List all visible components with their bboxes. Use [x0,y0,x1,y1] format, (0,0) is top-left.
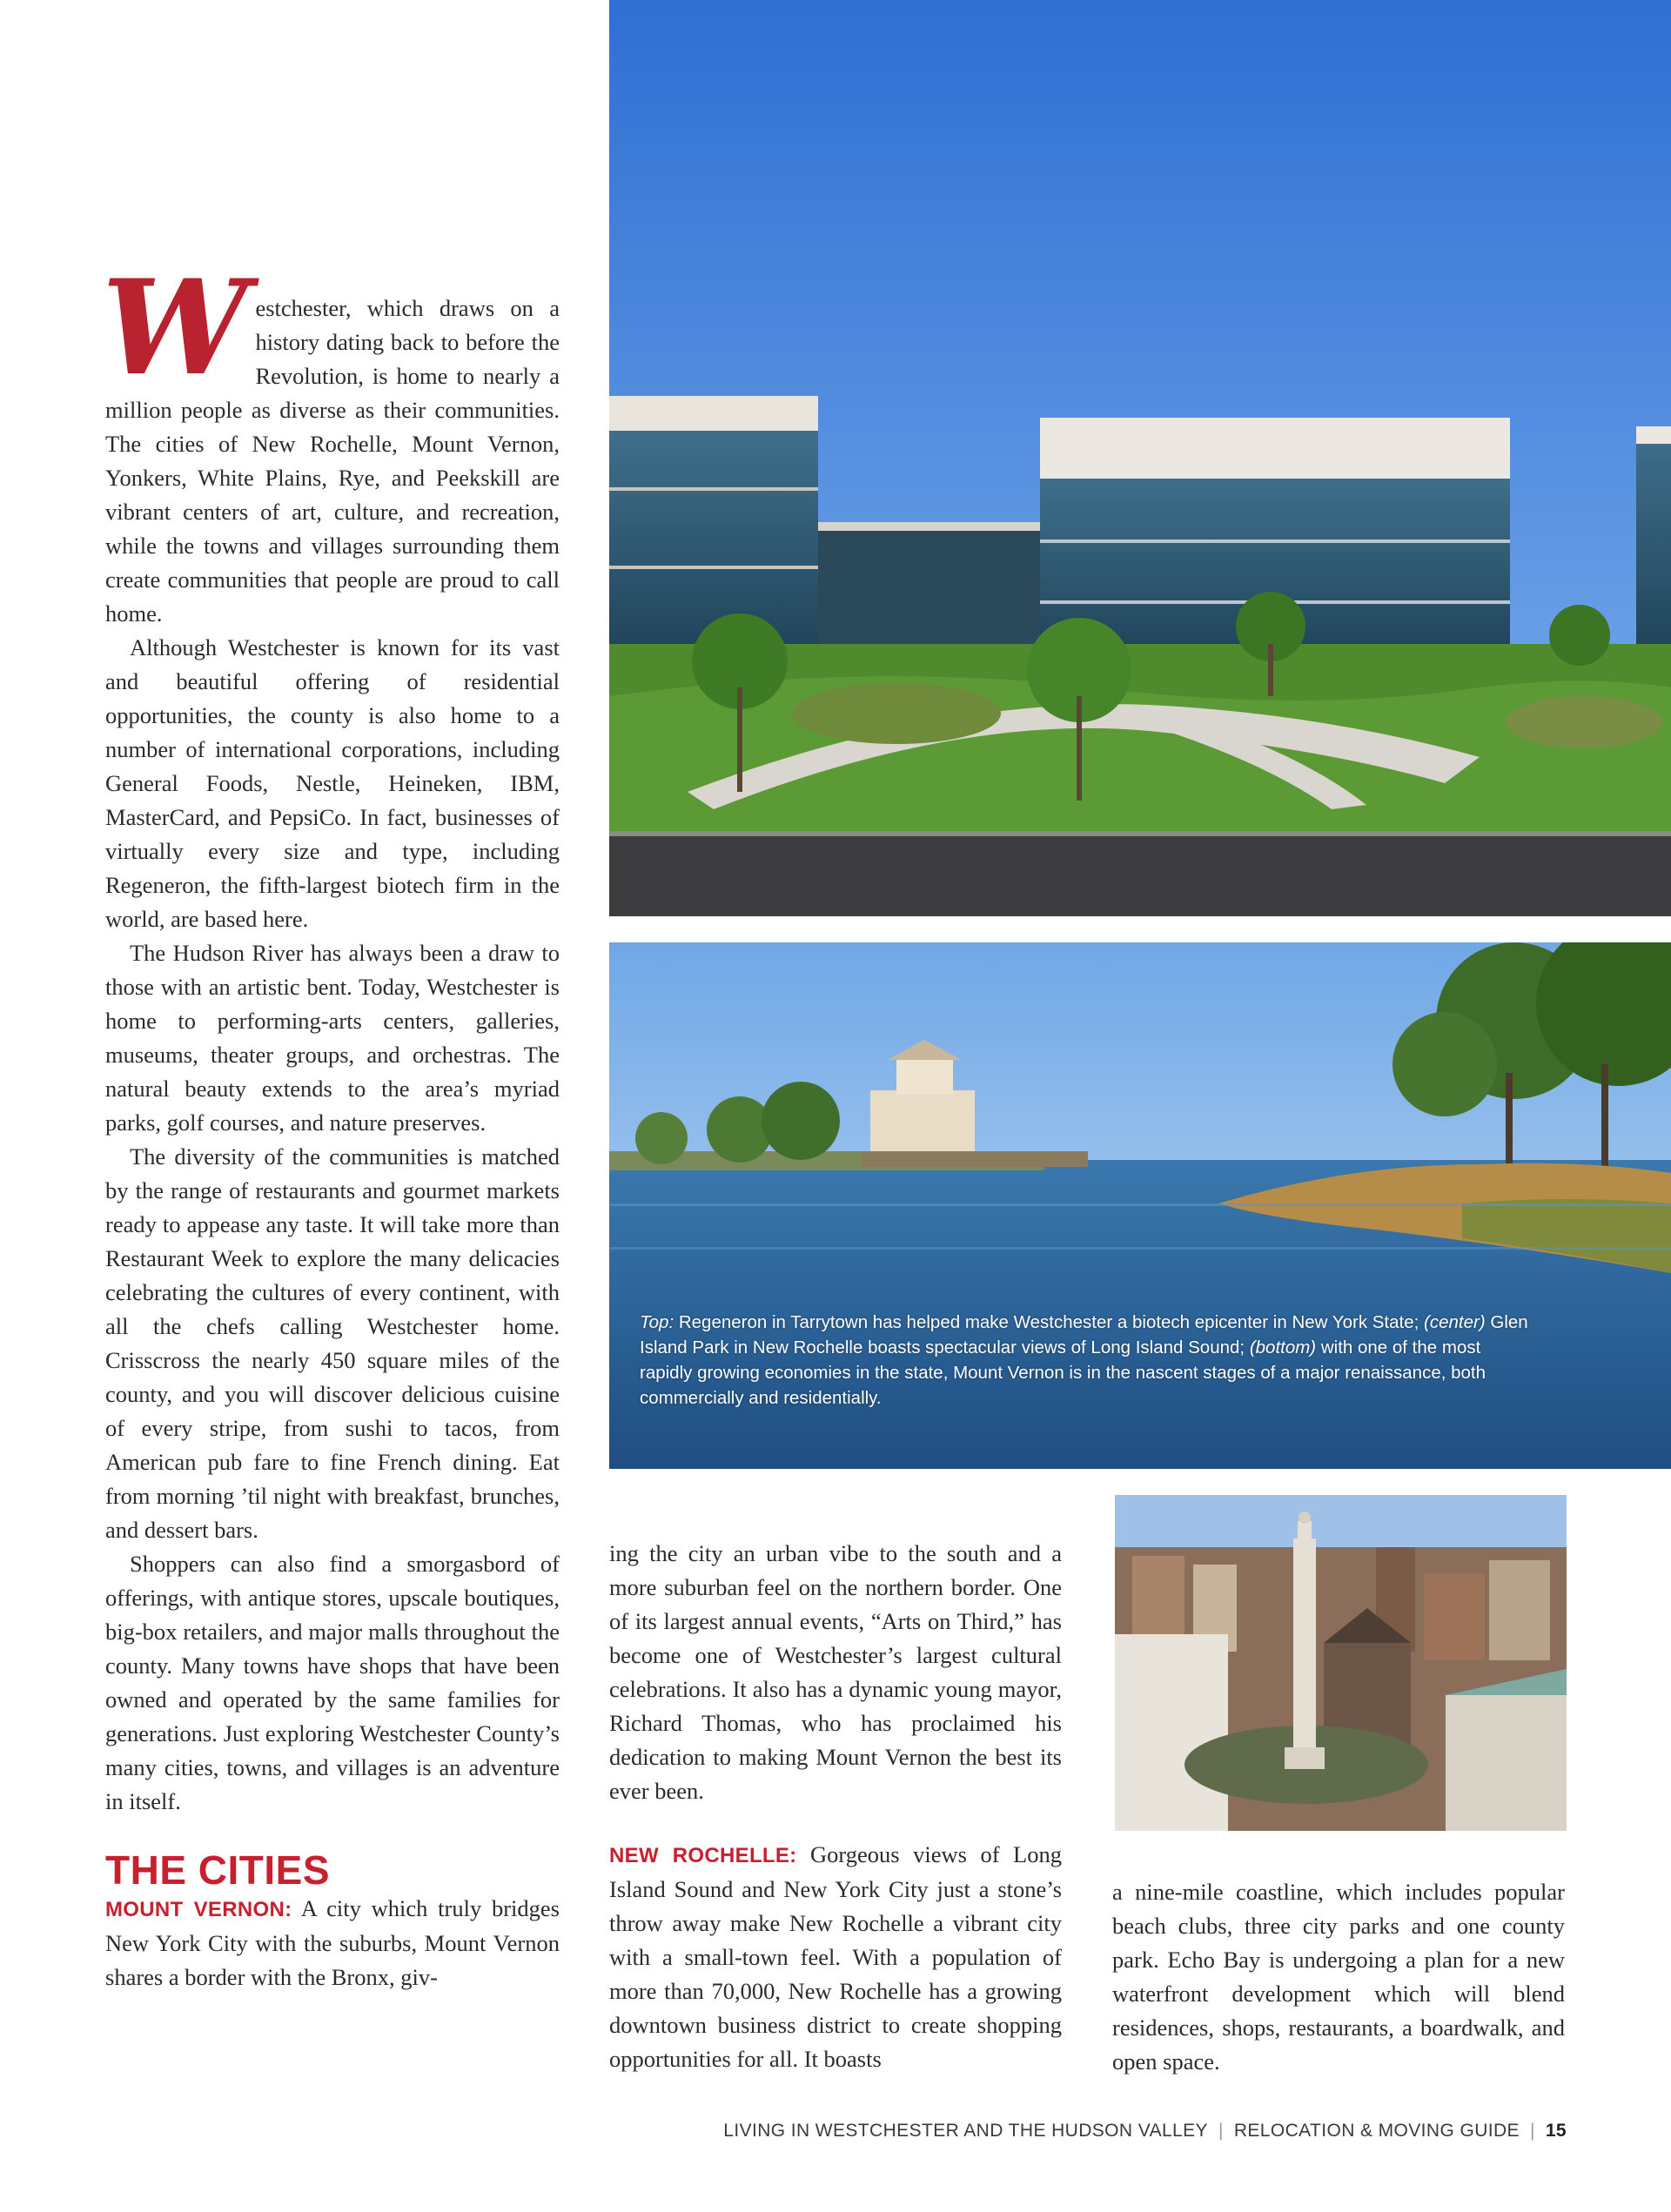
footer-publication: LIVING IN WESTCHESTER AND THE HUDSON VALLEY [723,2121,1208,2141]
footer-separator: | [1529,2121,1535,2141]
new-rochelle-paragraph [609,1838,1062,2076]
right-column [1112,1875,1565,2079]
caption-top-label: Top: [640,1312,674,1332]
new-rochelle-heading: NEW ROCHELLE: [609,1844,797,1867]
photo-mount-vernon-monument [1115,1495,1567,1831]
caption-top-text: Regeneron in Tarrytown has helped make Westchester a biotech epicenter in New York State; [678,1312,1419,1332]
page-footer [723,2121,1567,2142]
intro-paragraph-5: Shoppers can also find a smorgasbord of offerings, with antique stores, upscale boutiques, big-box retailers, and major malls throughout the county. Many towns have shops that have been owned and operated by the same families for generations. Just exploring Westchester County’s many cities, towns, and villages is an adventure in itself. [105,1551,560,1814]
mount-vernon-heading: MOUNT VERNON: [105,1898,292,1921]
mount-vernon-text-continued: ing the city an urban vibe to the south and a more suburban feel on the northern border. One of its largest annual events, “Arts on Third,” has become one of Westchester’s largest cultural celebrations. It also has a dynamic young mayor, Richard Thomas, who has proclaimed his dedication to making Mount Vernon the best its ever been. [609,1540,1062,1804]
drop-cap: W [102,251,249,405]
intro-paragraph-4: The diversity of the communities is matched by the range of restaurants and gourmet markets ready to appease any taste. It will take more than Restaurant Week to explore the many delicacies celebrating the cultures of every continent, with all the chefs calling Westchester home. Crisscross the nearly 450 square miles of the county, and you will discover delicious cuisine of every stripe, from sushi to tacos, from American pub fare to fine French dining. Eat from morning ’til night with breakfast, brunches, and dessert bars. [105,1143,560,1543]
photo-caption [640,1310,1536,1411]
caption-bottom-text: with one of the most rapidly growing economies in the state, Mount Vernon is in the nascent stages of a major renaissance, both commercially and residentially. [640,1337,1486,1408]
section-title-the-cities: THE CITIES [105,1847,331,1893]
new-rochelle-text-continued: a nine-mile coastline, which includes popular beach clubs, three city parks and one county park. Echo Bay is undergoing a plan for a new waterfront development which will blend residences, shops, restaurants, a boardwalk, and open space. [1112,1879,1565,2075]
intro-paragraph-3: The Hudson River has always been a draw to those with an artistic bent. Today, Westchester is home to performing-arts centers, galleries, museums, theater groups, and orchestras. The natural beauty extends to the area’s myriad parks, golf courses, and nature preserves. [105,940,560,1136]
new-rochelle-text-start: Gorgeous views of Long Island Sound and New York City just a stone’s throw away make New Rochelle a vibrant city with a small-town feel. With a population of more than 70,000, New Rochelle has a growing downtown business district to create shopping opportunities for all. It boasts [609,1841,1062,2072]
photo-regeneron-campus [609,0,1671,916]
intro-paragraph-2: Although Westchester is known for its vast and beautiful offering of residential opportunities, the county is also home to a number of international corporations, including General Foods, Nestle, Heineken, IBM, MasterCard, and PepsiCo. In fact, businesses of virtually every size and type, including Regeneron, the fifth-largest biotech firm in the world, are based here. [105,634,560,932]
intro-paragraph-1-text: estchester, which draws on a history dating back to before the Revolution, is home to nearly a million people as diverse as their communities. The cities of New Rochelle, Mount Vernon, Yonkers, White Plains, Rye, and Peekskill are vibrant centers of art, culture, and recreation, while the towns and villages surrounding them create communities that people are proud to call home. [105,295,560,627]
mount-vernon-paragraph [105,1892,560,1994]
mount-vernon-text-start: A city which truly bridges New York City with the suburbs, Mount Vernon shares a border with the Bronx, giv- [105,1895,560,1990]
caption-bottom-label: (bottom) [1249,1337,1317,1357]
left-column [102,251,560,1994]
caption-center-text: Glen Island Park in New Rochelle boasts spectacular views of Long Island Sound; [640,1312,1528,1357]
middle-column [609,1537,1062,2076]
regeneron-campus-illustration [609,0,1671,916]
mount-vernon-monument-illustration [1115,1495,1567,1831]
footer-guide: RELOCATION & MOVING GUIDE [1233,2121,1520,2141]
page-number: 15 [1545,2121,1567,2141]
caption-center-label: (center) [1424,1312,1486,1332]
intro-paragraph-1 [102,251,560,631]
footer-separator: | [1218,2121,1224,2141]
